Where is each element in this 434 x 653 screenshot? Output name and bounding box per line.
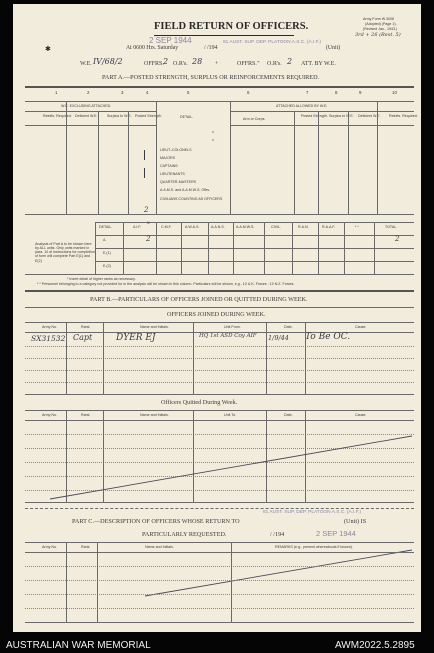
col-header: Date. — [284, 325, 293, 329]
col-number: 1 — [55, 90, 58, 95]
col-header: Reinfts. Required. — [389, 114, 418, 118]
analysis-row-label: E.(2) — [103, 264, 111, 268]
analysis-header: A.A.M.W.S. — [236, 225, 255, 229]
footer-credit: AUSTRALIAN WAR MEMORIAL — [6, 640, 151, 651]
col-header: Rank. — [81, 325, 91, 329]
joined-cause: To Be OC. — [305, 332, 351, 342]
col-header: Army No. — [42, 325, 57, 329]
we-label: W.E. — [80, 61, 92, 67]
col-number: 6 — [247, 90, 250, 95]
col-header: Cause. — [355, 325, 367, 329]
grid-line — [25, 502, 414, 503]
unit-label: (Unit) — [326, 45, 341, 51]
joined-name: DYER EJ — [116, 333, 156, 343]
aif-a-value: 2 — [146, 235, 151, 243]
analysis-header: TOTAL. — [385, 225, 398, 229]
col-header: Surplus to W.E. — [107, 114, 132, 118]
grid-line — [66, 542, 67, 622]
time-line: At 0600 Hrs. Saturday — [126, 45, 179, 51]
form-number: Army Form W.3008 — [363, 17, 394, 21]
analysis-header: CIVIL. — [271, 225, 281, 229]
col-header: Unit To. — [224, 413, 237, 417]
date-stamp: 2 SEP 1944 — [149, 36, 192, 45]
grid-line — [25, 552, 414, 553]
offrs2-value: - — [257, 57, 260, 66]
joined-army-no: SX31532 — [31, 334, 66, 343]
footnote-1: * Insert detail of higher ranks as necessary. — [67, 277, 136, 281]
rank-label: CIVILIANS COUNTING AS OFFICERS — [160, 197, 223, 201]
analysis-header: A.W.A.S. — [185, 225, 200, 229]
posted-total: 2 — [144, 206, 149, 214]
entry-line — [25, 608, 414, 609]
offrs-label: OFFRS. — [144, 61, 164, 67]
col-number: 4 — [146, 90, 149, 95]
attached-heading: ATTACHED ALLOWED BY W.E. — [276, 104, 328, 108]
col-number: 5 — [187, 90, 190, 95]
col-header: Date. — [284, 413, 293, 417]
entry-line — [25, 594, 414, 595]
joined-date: 1/9/44 — [268, 334, 289, 342]
col-header: Rank. — [81, 413, 91, 417]
grid-line — [25, 622, 414, 623]
grid-line — [231, 542, 232, 622]
col-header: Arm or Corps. — [243, 117, 266, 121]
joined-heading: OFFICERS JOINED DURING WEEK. — [167, 311, 266, 318]
analysis-header: * * — [355, 225, 359, 229]
analysis-header: R.A.N. — [298, 225, 309, 229]
col-header: Army No. — [42, 413, 57, 417]
col-header: Name and Initials. — [145, 545, 174, 549]
analysis-header: R.A.A.F. — [322, 225, 336, 229]
quitted-heading: Officers Quitted During Week. — [161, 399, 238, 406]
rank-label: CAPTAINS — [160, 164, 178, 168]
col-header: Posted Strength. — [135, 114, 162, 118]
part-c-strike-line — [145, 550, 412, 596]
col-number: 7 — [306, 90, 309, 95]
col-header: Name and Initials. — [140, 325, 169, 329]
rank-label: MAJORS — [160, 156, 175, 160]
form-revised: (Revised Jan., 1943.) — [363, 27, 398, 31]
att-label: ATT. BY W.E. — [301, 61, 336, 67]
entry-line — [25, 566, 414, 567]
col-header: Unit From. — [224, 325, 241, 329]
analysis-row-label: A. — [103, 238, 107, 242]
part-c-heading-unit: (Unit) IS — [344, 518, 367, 525]
part-c-heading-1: PART C.—DESCRIPTION OF OFFICERS WHOSE RETURN TO — [72, 518, 240, 525]
grid-line — [97, 542, 98, 622]
analysis-header: DETAIL. — [99, 225, 113, 229]
form-sheet — [13, 4, 421, 632]
part-rule — [25, 508, 414, 509]
col-header: Army No. — [42, 545, 57, 549]
quitted-strike-line — [50, 436, 412, 499]
footnote-2: * * Personnel belonging to a category not provided for in the analysis will be shown in this column. Particulars will be shown, e.g., 10 U.K. Forces ; 10 N.Z. Forces. — [37, 282, 295, 286]
form-adopted: (Adopted) (Page 1). — [365, 22, 397, 26]
analysis-row-label: E.(1) — [103, 251, 111, 255]
joined-unit-from: HQ 1st ASD Coy AIF — [199, 333, 257, 339]
form-title: FIELD RETURN OF OFFICERS. — [154, 21, 309, 32]
ors2-value: 2 — [287, 57, 293, 66]
ors2-label: O.R's. — [267, 61, 282, 67]
col-number: 8 — [335, 90, 338, 95]
col-header: Deficient W.E. — [358, 114, 381, 118]
plus-sign: + — [215, 61, 219, 67]
aif-marker: x — [147, 220, 150, 226]
col-header: Rank. — [81, 545, 91, 549]
col-header: Name and Initials. — [140, 413, 169, 417]
punch-mark: ✱ — [45, 46, 51, 53]
col-number: 10 — [392, 90, 397, 95]
analysis-header: A.A.N.S. — [211, 225, 225, 229]
insert-marker: * — [212, 131, 214, 137]
we-value: IV/68/2 — [93, 57, 123, 66]
offrs2-label: OFFRS. — [237, 61, 257, 67]
we-excl-heading: W.E. EXCLUDING ATTACHED. — [61, 104, 112, 108]
time-date-blank: / /194 — [204, 45, 218, 51]
offrs-value: 2 — [163, 57, 169, 66]
col-number: 2 — [87, 90, 90, 95]
insert-marker: * — [212, 139, 214, 145]
col-header: Reinfts. Required. — [43, 114, 72, 118]
ors-label: O.R's. — [173, 61, 188, 67]
rank-label: QUARTER-MASTERS — [160, 180, 197, 184]
entry-line — [25, 580, 414, 581]
col-number: 9 — [359, 90, 362, 95]
rank-label: A.A.M.S. and A.A.M.W.S. Offrs. — [160, 188, 211, 192]
col-header: Deficient W.E. — [75, 114, 98, 118]
col-number: 3 — [121, 90, 124, 95]
footer-accession: AWM2022.5.2895 — [335, 640, 415, 651]
analysis-note: Analysis of Part A to be shown here by ALL units. Only units marked in para. 10 of instructions for completion of form will complete Part E(1) and E(2) — [35, 242, 95, 263]
part-c-date-stamp: 2 SEP 1944 — [316, 529, 356, 538]
part-c-unit-stamp: 81 AUST. SUP. DEP. PLATOON A.S.C. (A.I.F.) — [263, 510, 362, 515]
part-c-date-blank: / /194 — [270, 531, 285, 538]
col-header: Cause. — [355, 413, 367, 417]
analysis-header: C.M.F. — [161, 225, 172, 229]
joined-rank: Capt — [73, 333, 93, 342]
total-a-value: 2 — [395, 235, 400, 243]
grid-line — [25, 542, 414, 543]
part-a-heading: PART A.—POSTED STRENGTH, SURPLUS OR REINFORCEMENTS REQUIRED. — [102, 74, 320, 81]
unit-stamp: 81 AUST. SUP. DEP. PLATOON A.S.C. (A.I.F.) — [223, 40, 322, 45]
col-header: REMARKS (e.g., present whereabouts if known). — [275, 545, 353, 549]
part-c-heading-2: PARTICULARLY REQUESTED. — [142, 531, 227, 538]
analysis-header: A.I.F. — [133, 225, 142, 229]
corner-note: 3rd + 26 (Rest. 5) — [355, 32, 401, 38]
ors-value: 28 — [192, 57, 203, 66]
rank-label: LIEUTENANTS — [160, 172, 185, 176]
rank-label: LIEUT.-COLONELS — [160, 148, 192, 152]
detail-heading: DETAIL. — [180, 115, 194, 119]
col-header: Posted Strength. — [301, 114, 328, 118]
part-b-heading: PART B.—PARTICULARS OF OFFICERS JOINED OR QUITTED DURING WEEK. — [90, 296, 308, 303]
col-header: Surplus to W.E. — [329, 114, 354, 118]
